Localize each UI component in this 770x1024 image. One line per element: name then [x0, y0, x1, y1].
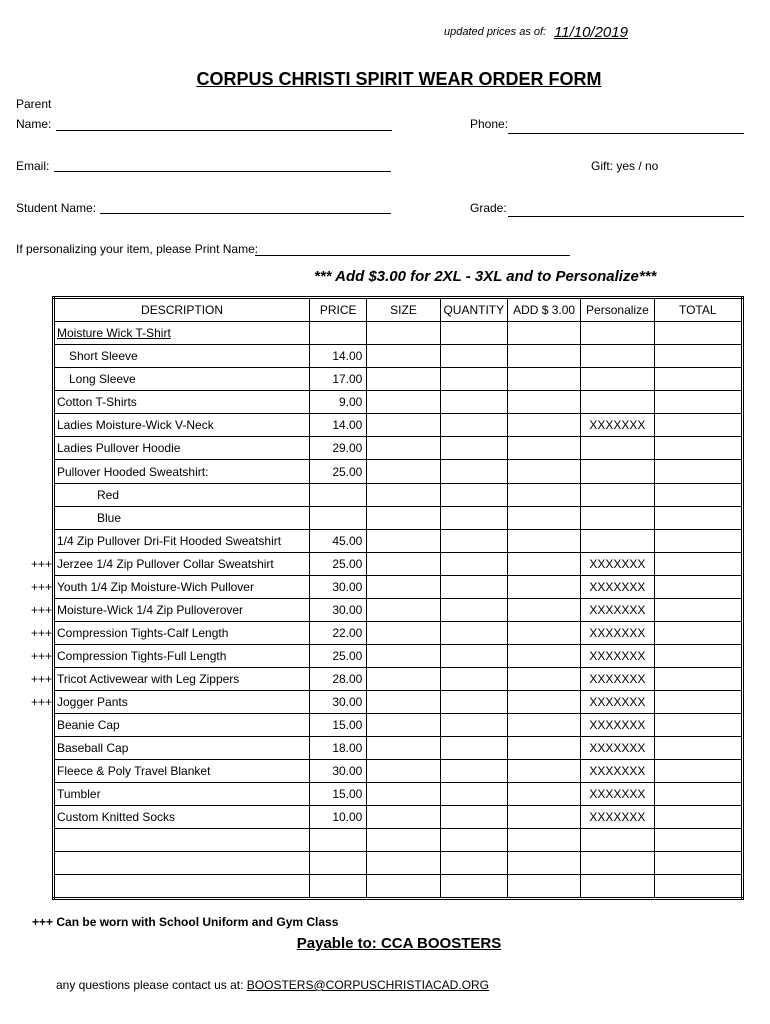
row-personalize: XXXXXXX: [581, 668, 654, 691]
row-size[interactable]: [367, 576, 440, 599]
row-price: 25.00: [310, 460, 367, 484]
row-size[interactable]: [367, 437, 440, 460]
uniform-marker: +++: [31, 603, 53, 617]
row-personalize: XXXXXXX: [581, 414, 654, 437]
row-quantity[interactable]: [440, 576, 507, 599]
row-total[interactable]: [654, 460, 742, 484]
row-quantity[interactable]: [440, 829, 507, 852]
row-description: [31, 645, 310, 668]
row-description: [54, 875, 310, 899]
row-description: [54, 737, 310, 760]
row-size[interactable]: [367, 414, 440, 437]
row-size[interactable]: [367, 852, 440, 875]
row-add[interactable]: [507, 368, 580, 391]
row-personalize[interactable]: [581, 322, 654, 345]
row-description-text: Red: [97, 488, 120, 502]
table-row: [54, 691, 743, 714]
row-quantity[interactable]: [440, 599, 507, 622]
personalize-name-label: If personalizing your item, please Print Name:: [16, 242, 259, 256]
row-size[interactable]: [367, 668, 440, 691]
parent-name-field[interactable]: [56, 130, 392, 131]
table-row: [54, 530, 743, 553]
table-row: [54, 576, 743, 599]
header-price: PRICE: [310, 298, 367, 322]
row-price: 25.00: [310, 645, 367, 668]
row-add[interactable]: [507, 553, 580, 576]
row-add[interactable]: [507, 507, 580, 530]
row-description: [54, 484, 310, 507]
row-description-text: Youth 1/4 Zip Moisture-Wich Pullover: [57, 580, 254, 594]
row-personalize: XXXXXXX: [581, 553, 654, 576]
table-row: [54, 783, 743, 806]
row-price: 30.00: [310, 691, 367, 714]
row-quantity[interactable]: [440, 553, 507, 576]
row-description: [54, 414, 310, 437]
email-field[interactable]: [54, 171, 391, 172]
row-quantity[interactable]: [440, 645, 507, 668]
row-size[interactable]: [367, 737, 440, 760]
row-description: [54, 806, 310, 829]
phone-label: Phone:: [470, 117, 509, 131]
parent-label: Parent: [16, 97, 52, 111]
row-description: [54, 391, 310, 414]
row-quantity[interactable]: [440, 460, 507, 484]
row-total[interactable]: [654, 714, 742, 737]
row-description-text: Moisture Wick T-Shirt: [57, 326, 171, 340]
row-add[interactable]: [507, 668, 580, 691]
table-row: [54, 599, 743, 622]
row-total[interactable]: [654, 576, 742, 599]
row-price: 29.00: [310, 437, 367, 460]
row-price: 10.00: [310, 806, 367, 829]
row-add[interactable]: [507, 345, 580, 368]
personalize-name-field[interactable]: [255, 255, 570, 256]
updated-date: 11/10/2019: [554, 24, 628, 41]
row-price: [310, 852, 367, 875]
row-personalize: XXXXXXX: [581, 760, 654, 783]
row-total[interactable]: [654, 553, 742, 576]
row-size[interactable]: [367, 484, 440, 507]
table-row: [54, 484, 743, 507]
row-total[interactable]: [654, 645, 742, 668]
row-quantity[interactable]: [440, 345, 507, 368]
row-description-text: Pullover Hooded Sweatshirt:: [57, 464, 209, 479]
row-price: 22.00: [310, 622, 367, 645]
row-size[interactable]: [367, 460, 440, 484]
row-personalize: XXXXXXX: [581, 783, 654, 806]
row-total[interactable]: [654, 368, 742, 391]
row-personalize: XXXXXXX: [581, 599, 654, 622]
uniform-marker: +++: [31, 695, 53, 709]
row-quantity[interactable]: [440, 737, 507, 760]
grade-label: Grade:: [470, 201, 507, 215]
payable-to: Payable to: CCA BOOSTERS: [296, 935, 502, 952]
header-add: ADD $ 3.00: [507, 298, 580, 322]
table-header-row: [54, 298, 743, 322]
table-row: [54, 368, 743, 391]
row-description-text: Tricot Activewear with Leg Zippers: [57, 672, 240, 686]
row-description: [54, 345, 310, 368]
row-price: 15.00: [310, 783, 367, 806]
uniform-marker: +++: [31, 580, 53, 594]
header-personalize: Personalize: [581, 298, 654, 322]
table-row: [54, 507, 743, 530]
row-quantity[interactable]: [440, 622, 507, 645]
row-description-text: Tumbler: [57, 787, 101, 801]
row-total[interactable]: [654, 437, 742, 460]
row-description: [31, 576, 310, 599]
row-personalize[interactable]: [581, 829, 654, 852]
row-total[interactable]: [654, 760, 742, 783]
row-total[interactable]: [654, 322, 742, 345]
row-description-text: Cotton T-Shirts: [57, 395, 137, 409]
row-description-text: 1/4 Zip Pullover Dri-Fit Hooded Sweatshirt: [57, 534, 282, 548]
uniform-marker: +++: [31, 626, 53, 640]
row-size[interactable]: [367, 368, 440, 391]
row-description-text: Jerzee 1/4 Zip Pullover Collar Sweatshirt: [57, 557, 274, 571]
row-quantity[interactable]: [440, 368, 507, 391]
row-description-text: Compression Tights-Calf Length: [57, 626, 229, 640]
page-title: CORPUS CHRISTI SPIRIT WEAR ORDER FORM: [196, 69, 602, 89]
row-add[interactable]: [507, 875, 580, 899]
row-personalize: XXXXXXX: [581, 714, 654, 737]
grade-field[interactable]: [508, 216, 744, 217]
uniform-note: +++ Can be worn with School Uniform and Gym Class: [32, 915, 339, 929]
row-total[interactable]: [654, 622, 742, 645]
table-row: [54, 668, 743, 691]
row-personalize: XXXXXXX: [581, 691, 654, 714]
table-row: [54, 737, 743, 760]
row-add[interactable]: [507, 691, 580, 714]
row-description: [54, 530, 310, 553]
row-description: [54, 783, 310, 806]
row-quantity[interactable]: [440, 437, 507, 460]
table-row: [54, 806, 743, 829]
header-total: TOTAL: [654, 298, 742, 322]
row-quantity[interactable]: [440, 852, 507, 875]
row-add[interactable]: [507, 645, 580, 668]
table-row: [54, 414, 743, 437]
row-total[interactable]: [654, 737, 742, 760]
row-total[interactable]: [654, 806, 742, 829]
row-add[interactable]: [507, 783, 580, 806]
table-row: [54, 322, 743, 345]
row-total[interactable]: [654, 391, 742, 414]
row-add[interactable]: [507, 414, 580, 437]
row-quantity[interactable]: [440, 806, 507, 829]
row-description-text: Blue: [97, 511, 122, 525]
table-row: [54, 345, 743, 368]
row-quantity[interactable]: [440, 414, 507, 437]
row-size[interactable]: [367, 829, 440, 852]
row-add[interactable]: [507, 437, 580, 460]
row-total[interactable]: [654, 345, 742, 368]
row-total[interactable]: [654, 829, 742, 852]
row-description: [54, 507, 310, 530]
row-add[interactable]: [507, 460, 580, 484]
row-description: [54, 852, 310, 875]
table-row: [54, 622, 743, 645]
row-personalize[interactable]: [581, 484, 654, 507]
table-row: [54, 829, 743, 852]
phone-field[interactable]: [508, 133, 744, 134]
row-description: [54, 829, 310, 852]
row-price: 30.00: [310, 760, 367, 783]
row-add[interactable]: [507, 322, 580, 345]
table-row: [54, 760, 743, 783]
row-personalize[interactable]: [581, 875, 654, 899]
row-add[interactable]: [507, 737, 580, 760]
row-price: 45.00: [310, 530, 367, 553]
row-price: 18.00: [310, 737, 367, 760]
row-add[interactable]: [507, 622, 580, 645]
row-total[interactable]: [654, 484, 742, 507]
row-personalize[interactable]: [581, 391, 654, 414]
row-price: 28.00: [310, 668, 367, 691]
row-personalize[interactable]: [581, 345, 654, 368]
row-total[interactable]: [654, 668, 742, 691]
row-personalize[interactable]: [581, 530, 654, 553]
row-personalize: XXXXXXX: [581, 576, 654, 599]
row-quantity[interactable]: [440, 530, 507, 553]
contact-email-link[interactable]: BOOSTERS@CORPUSCHRISTIACAD.ORG: [246, 978, 490, 992]
row-add[interactable]: [507, 714, 580, 737]
row-add[interactable]: [507, 852, 580, 875]
gift-label[interactable]: Gift: yes / no: [591, 159, 659, 173]
row-size[interactable]: [367, 760, 440, 783]
row-description: [31, 691, 310, 714]
table-row: [54, 875, 743, 899]
row-price: [310, 507, 367, 530]
email-label: Email:: [16, 159, 50, 173]
row-quantity[interactable]: [440, 783, 507, 806]
row-price: 14.00: [310, 414, 367, 437]
row-size[interactable]: [367, 530, 440, 553]
row-personalize[interactable]: [581, 437, 654, 460]
row-size[interactable]: [367, 391, 440, 414]
row-price: 25.00: [310, 553, 367, 576]
row-personalize: XXXXXXX: [581, 645, 654, 668]
row-add[interactable]: [507, 484, 580, 507]
row-quantity[interactable]: [440, 484, 507, 507]
row-total[interactable]: [654, 599, 742, 622]
row-description: [31, 553, 310, 576]
row-add[interactable]: [507, 391, 580, 414]
order-table: [31, 296, 744, 900]
row-quantity[interactable]: [440, 391, 507, 414]
row-quantity[interactable]: [440, 668, 507, 691]
row-description: [31, 622, 310, 645]
row-price: [310, 484, 367, 507]
row-description-text: Baseball Cap: [57, 741, 129, 755]
row-total[interactable]: [654, 875, 742, 899]
row-description: [31, 599, 310, 622]
row-add[interactable]: [507, 576, 580, 599]
row-price: 15.00: [310, 714, 367, 737]
row-quantity[interactable]: [440, 507, 507, 530]
row-description-text: Moisture-Wick 1/4 Zip Pulloverover: [57, 603, 244, 617]
row-personalize[interactable]: [581, 460, 654, 484]
row-personalize: XXXXXXX: [581, 737, 654, 760]
row-description: [54, 714, 310, 737]
table-row: [54, 852, 743, 875]
row-size[interactable]: [367, 714, 440, 737]
table-row: [54, 460, 743, 484]
row-price: [310, 322, 367, 345]
row-quantity[interactable]: [440, 691, 507, 714]
row-price: 17.00: [310, 368, 367, 391]
row-description: [54, 460, 310, 484]
row-size[interactable]: [367, 553, 440, 576]
row-total[interactable]: [654, 852, 742, 875]
row-description-text: Custom Knitted Socks: [57, 810, 176, 824]
row-add[interactable]: [507, 599, 580, 622]
row-price: 14.00: [310, 345, 367, 368]
row-size[interactable]: [367, 806, 440, 829]
row-price: [310, 829, 367, 852]
row-price: 30.00: [310, 576, 367, 599]
row-add[interactable]: [507, 760, 580, 783]
row-description: [54, 322, 310, 345]
row-description-text: Beanie Cap: [57, 718, 120, 732]
row-personalize[interactable]: [581, 852, 654, 875]
table-row: [54, 553, 743, 576]
row-add[interactable]: [507, 530, 580, 553]
row-description-text: Ladies Moisture-Wick V-Neck: [57, 418, 214, 432]
contact-label: any questions please contact us at:: [56, 978, 247, 992]
student-name-field[interactable]: [100, 213, 391, 214]
row-price: 30.00: [310, 599, 367, 622]
row-description-text: Ladies Pullover Hoodie: [57, 441, 181, 455]
row-add[interactable]: [507, 829, 580, 852]
row-size[interactable]: [367, 599, 440, 622]
updated-label: updated prices as of:: [444, 26, 547, 38]
table-row: [54, 645, 743, 668]
row-total[interactable]: [654, 783, 742, 806]
row-quantity[interactable]: [440, 322, 507, 345]
row-quantity[interactable]: [440, 714, 507, 737]
row-personalize[interactable]: [581, 507, 654, 530]
table-row: [54, 714, 743, 737]
table-row: [54, 391, 743, 414]
header-description: DESCRIPTION: [54, 298, 310, 322]
contact-line: [56, 978, 489, 992]
uniform-marker: +++: [31, 672, 53, 686]
row-total[interactable]: [654, 530, 742, 553]
header-size: SIZE: [367, 298, 440, 322]
row-price: 9.00: [310, 391, 367, 414]
row-description: [54, 368, 310, 391]
row-size[interactable]: [367, 622, 440, 645]
row-description-text: Jogger Pants: [57, 695, 128, 709]
row-quantity[interactable]: [440, 760, 507, 783]
uniform-marker: +++: [31, 557, 53, 571]
row-quantity[interactable]: [440, 875, 507, 899]
header-quantity: QUANTITY: [440, 298, 507, 322]
row-description-text: Short Sleeve: [69, 349, 138, 363]
row-size[interactable]: [367, 645, 440, 668]
row-total[interactable]: [654, 414, 742, 437]
row-personalize: XXXXXXX: [581, 622, 654, 645]
row-description-text: Fleece & Poly Travel Blanket: [57, 764, 211, 778]
row-size[interactable]: [367, 875, 440, 899]
row-price: [310, 875, 367, 899]
row-size[interactable]: [367, 345, 440, 368]
row-description: [31, 668, 310, 691]
table-row: [54, 437, 743, 460]
row-size[interactable]: [367, 322, 440, 345]
row-total[interactable]: [654, 691, 742, 714]
row-size[interactable]: [367, 507, 440, 530]
uniform-marker: +++: [31, 649, 53, 663]
row-size[interactable]: [367, 691, 440, 714]
row-personalize: XXXXXXX: [581, 806, 654, 829]
row-description: [54, 437, 310, 460]
row-description-text: Long Sleeve: [69, 372, 136, 386]
row-description: [54, 760, 310, 783]
surcharge-note: *** Add $3.00 for 2XL - 3XL and to Personalize***: [314, 268, 657, 285]
row-description-text: Compression Tights-Full Length: [57, 649, 227, 663]
row-add[interactable]: [507, 806, 580, 829]
row-total[interactable]: [654, 507, 742, 530]
row-size[interactable]: [367, 783, 440, 806]
row-personalize[interactable]: [581, 368, 654, 391]
name-label: Name:: [16, 117, 52, 131]
student-name-label: Student Name:: [16, 201, 97, 215]
